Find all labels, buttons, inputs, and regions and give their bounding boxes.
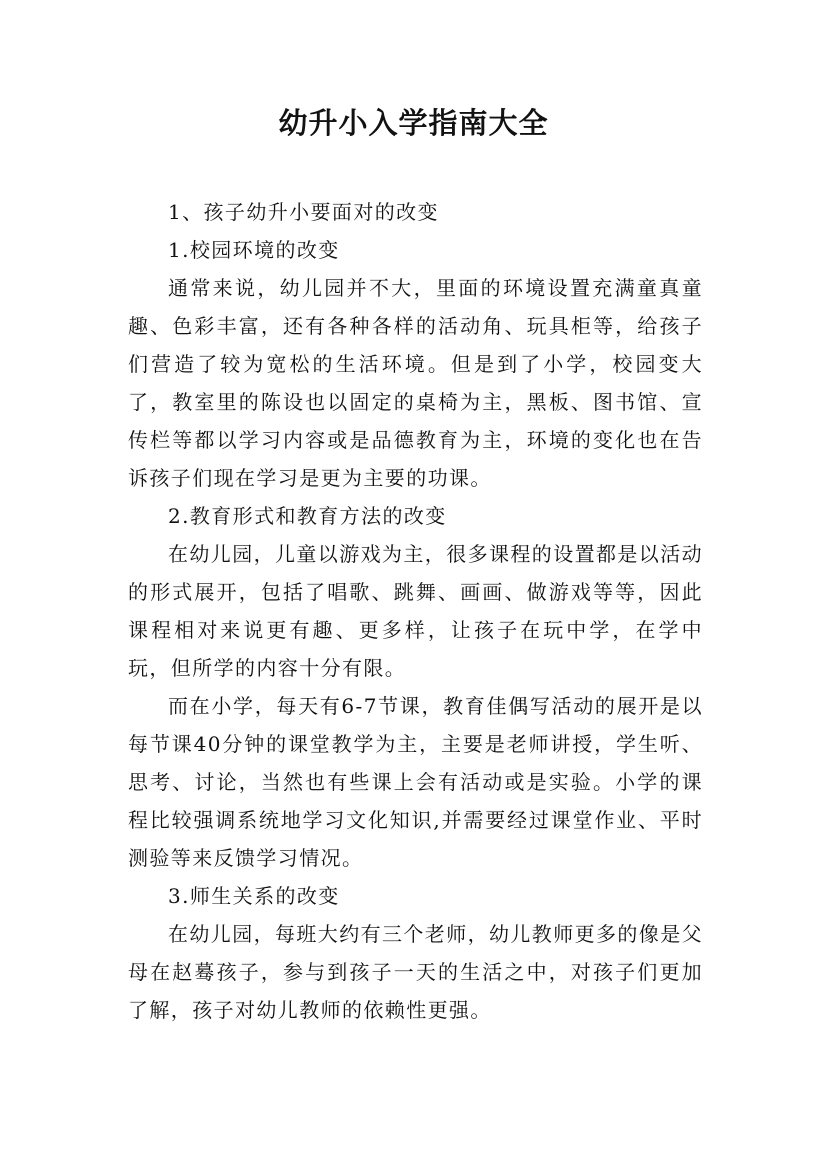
body-paragraph: 在幼儿园，儿童以游戏为主，很多课程的设置都是以活动的形式展开，包括了唱歌、跳舞、画画、做游戏等等，因此课程相对来说更有趣、更多样，让孩子在玩中学，在学中玩，但所学的内容十分有限。 (128, 542, 703, 680)
subsection-heading: 3.师生关系的改变 (168, 884, 340, 908)
subsection-heading: 1.校园环境的改变 (168, 238, 340, 262)
document-title: 幼升小入学指南大全 (278, 106, 549, 140)
section-heading: 1、孩子幼升小要面对的改变 (168, 200, 439, 224)
body-paragraph: 而在小学，每天有6-7节课，教育佳偶写活动的展开是以每节课40分钟的课堂教学为主，主要是老师讲授，学生听、思考、讨论，当然也有些课上会有活动或是实验。小学的课程比较强调系统地学习文化知识,并需要经过课堂作业、平时测验等来反馈学习情况。 (128, 694, 703, 870)
document-body (128, 193, 703, 1029)
subsection-heading: 2.教育形式和教育方法的改变 (168, 504, 447, 528)
body-paragraph: 通常来说，幼儿园并不大，里面的环境设置充满童真童趣、色彩丰富，还有各种各样的活动角、玩具柜等，给孩子们营造了较为宽松的生活环境。但是到了小学，校园变大了，教室里的陈设也以固定的桌椅为主，黑板、图书馆、宣传栏等都以学习内容或是品德教育为主，环境的变化也在告诉孩子们现在学习是更为主要的功课。 (128, 276, 703, 490)
body-paragraph: 在幼儿园，每班大约有三个老师，幼儿教师更多的像是父母在赵蓦孩子，参与到孩子一天的生活之中，对孩子们更加了解，孩子对幼儿教师的依赖性更强。 (128, 922, 703, 1022)
